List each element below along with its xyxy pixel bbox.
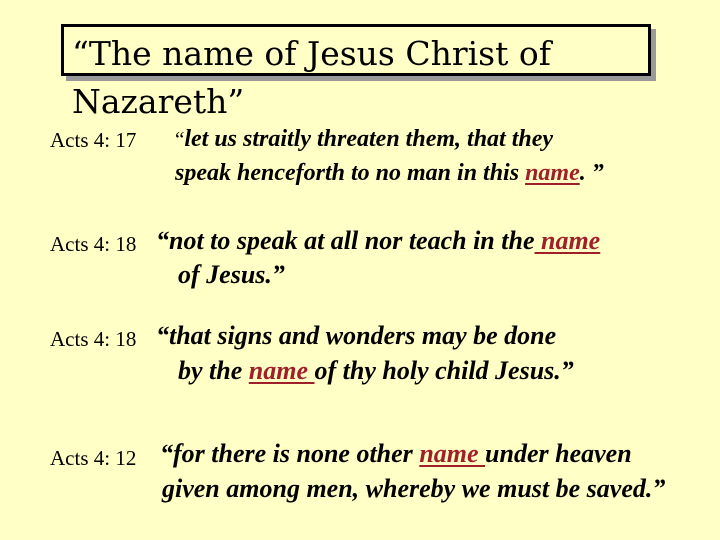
verse-quote-line: [156, 225, 600, 257]
highlighted-name: name: [525, 160, 580, 186]
verse-text: let us straitly threaten them, that they: [184, 126, 554, 152]
verse-quote-line: [175, 157, 604, 189]
verse-quote-line: [160, 438, 632, 470]
verse-text: of thy holy child Jesus.”: [314, 356, 574, 385]
title-line-2: Nazareth”: [72, 82, 245, 121]
open-quote: “: [175, 127, 185, 151]
verse-reference: Acts 4: 17: [50, 128, 137, 152]
title-line-1: “The name of Jesus Christ of: [72, 34, 551, 73]
verse-text: “not to speak at all nor teach in the: [156, 226, 535, 255]
verse-quote-line: “that signs and wonders may be done: [156, 321, 557, 350]
verse-text: . ”: [579, 160, 604, 186]
highlighted-name: name: [534, 226, 601, 255]
highlighted-name: name: [419, 439, 486, 468]
verse-text: speak henceforth to no man in this: [175, 160, 526, 186]
verse-quote-line: given among men, whereby we must be saved.”: [162, 474, 666, 503]
highlighted-name: name: [248, 356, 315, 385]
verse-reference: Acts 4: 12: [50, 446, 137, 470]
verse-text: by the: [178, 356, 249, 385]
verse-text: under heaven: [485, 439, 632, 468]
verse-quote-line: [175, 123, 553, 155]
verse-reference: Acts 4: 18: [50, 327, 137, 351]
slide-title: [72, 30, 672, 126]
verse-text: “for there is none other: [160, 439, 420, 468]
verse-quote-line: of Jesus.”: [178, 260, 285, 289]
verse-quote-line: [178, 355, 574, 387]
verse-reference: Acts 4: 18: [50, 232, 137, 256]
